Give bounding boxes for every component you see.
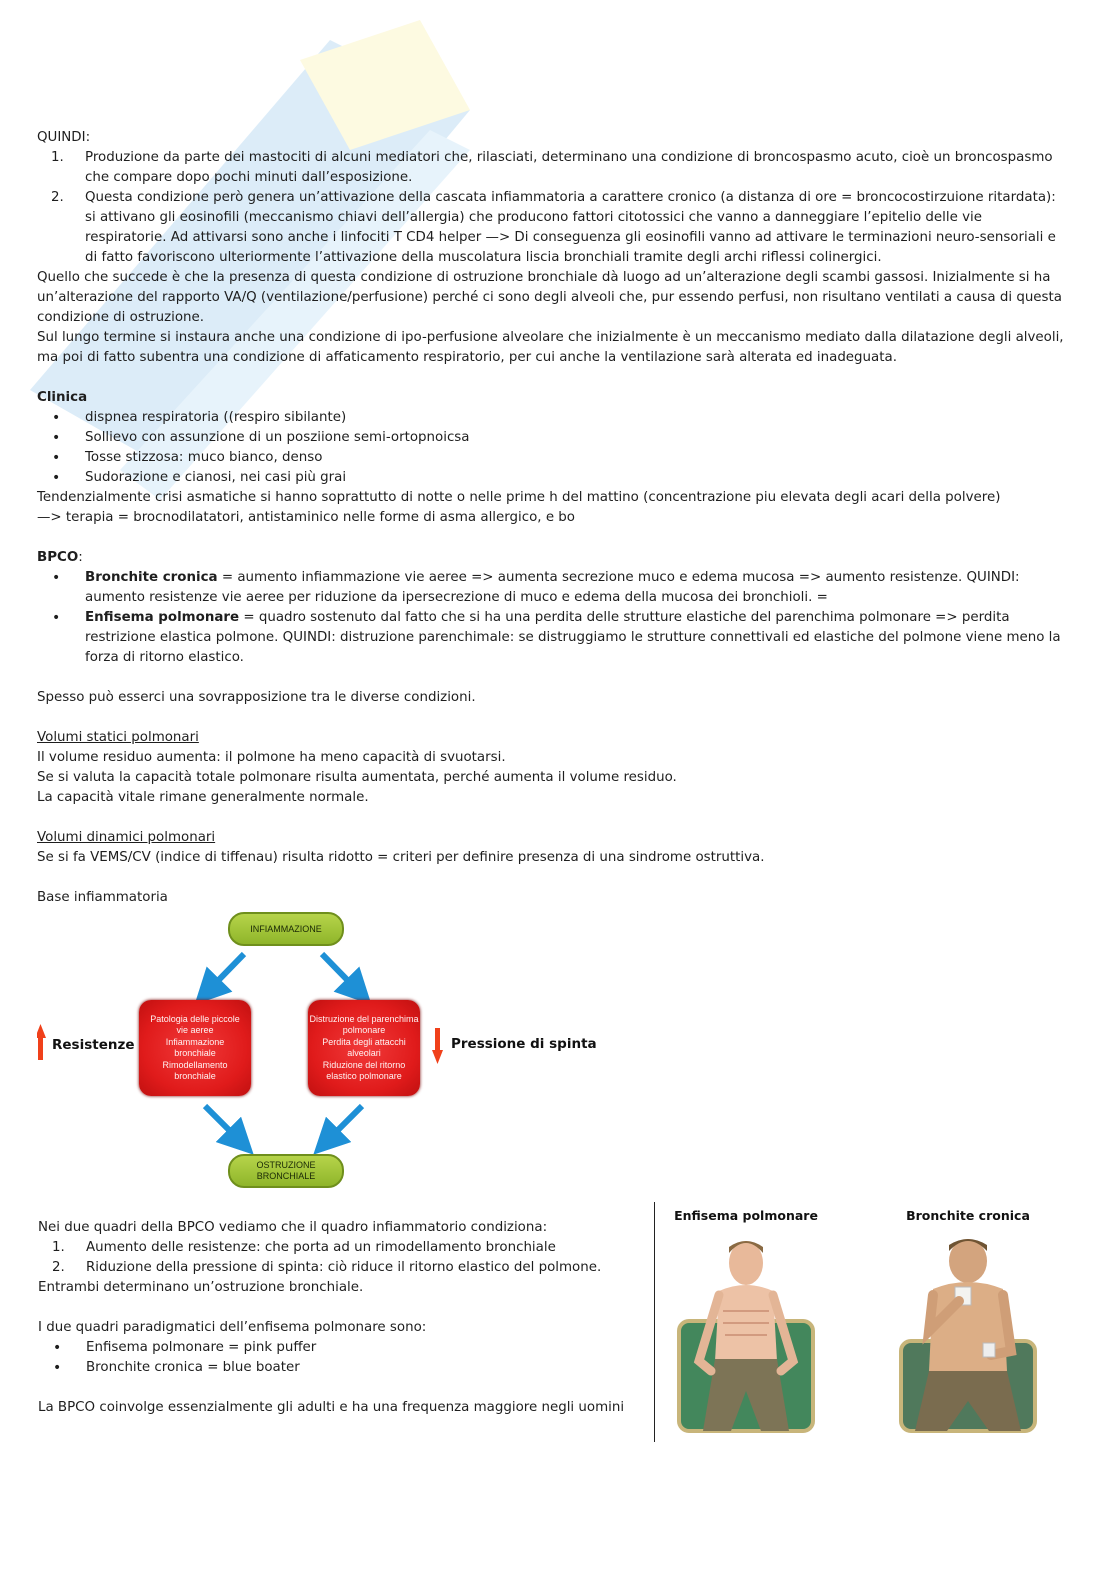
column-divider — [654, 1202, 655, 1442]
summary-item — [38, 1258, 648, 1278]
volumi-statici-line: La capacità vitale rimane generalmente normale. — [37, 790, 369, 805]
thin-man-illustration-icon — [671, 1231, 821, 1436]
paradigm-item — [38, 1338, 648, 1358]
volumi-statici-line: Il volume residuo aumenta: il polmone ha meno capacità di svuotarsi. — [37, 750, 506, 765]
bpco-item-enfisema — [37, 608, 1067, 668]
list-number: 1. — [51, 150, 64, 165]
term: Bronchite cronica — [85, 570, 218, 585]
list-number: 2. — [51, 190, 64, 205]
arrow-up-icon — [37, 1024, 46, 1038]
node-line: BRONCHIALE — [256, 1171, 316, 1181]
definition: = aumento infiammazione vie aeree => aumenta secrezione muco e edema mucosa => aumento resistenze. QUINDI: aumento resistenze vie aeree per riduzione da ipersecrezione di muco e edema della mucosa dei bronchioli. = — [85, 570, 1020, 605]
clinica-item — [37, 428, 1067, 448]
quindi-item-2 — [37, 188, 1067, 268]
summary-item — [38, 1238, 648, 1258]
bullet-icon: • — [52, 430, 61, 446]
volumi-dinamici-heading: Volumi dinamici polmonari — [37, 830, 216, 845]
bpco-list — [37, 568, 1067, 668]
node-line: Riduzione del ritorno — [322, 1059, 406, 1070]
volumi-dinamici-line: Se si fa VEMS/CV (indice di tiffenau) risulta ridotto = criteri per definire presenza di una sindrome ostruttiva. — [37, 850, 765, 865]
list-text: dispnea respiratoria ((respiro sibilante) — [85, 410, 347, 425]
bullet-icon: • — [53, 1340, 62, 1356]
diagram-node-parenchima — [308, 1000, 420, 1096]
bpco-summary — [38, 1218, 648, 1418]
arrow-down-right-icon — [205, 1106, 241, 1142]
list-text: Sollievo con assunzione di un posziione semi-ortopnoicsa — [85, 430, 470, 445]
final-note: La BPCO coinvolge essenzialmente gli adulti e ha una frequenza maggiore negli uomini — [38, 1400, 625, 1415]
node-line: Rimodellamento — [162, 1059, 228, 1070]
term: Enfisema polmonare — [85, 610, 240, 625]
node-line: vie aeree — [176, 1025, 214, 1035]
list-text: Enfisema polmonare = pink puffer — [86, 1340, 317, 1355]
volumi-statici-line: Se si valuta la capacità totale polmonare risulta aumentata, perché aumenta il volume residuo. — [37, 770, 677, 785]
heavy-man-illustration-icon — [893, 1231, 1043, 1436]
label-pressione-spinta: Pressione di spinta — [451, 1036, 597, 1052]
list-text: Sudorazione e cianosi, nei casi più grai — [85, 470, 347, 485]
node-line: polmonare — [342, 1025, 386, 1035]
node-line: elastico polmonare — [326, 1071, 402, 1081]
node-line: bronchiale — [174, 1071, 216, 1081]
arrow-down-left-icon — [326, 1106, 362, 1142]
bullet-icon: • — [53, 1360, 62, 1376]
diagram-node-infiammazione — [228, 912, 344, 946]
figure-title: Bronchite cronica — [906, 1208, 1030, 1223]
quindi-item-1 — [37, 148, 1067, 188]
summary-conclusion: Entrambi determinano un’ostruzione bronchiale. — [38, 1280, 364, 1295]
volumi-statici-heading: Volumi statici polmonari — [37, 730, 199, 745]
node-line: Perdita degli attacchi — [322, 1036, 406, 1047]
clinica-item — [37, 468, 1067, 488]
arrow-up-stem — [38, 1036, 43, 1060]
paradigm-item — [38, 1358, 648, 1378]
arrow-down-stem — [435, 1028, 440, 1052]
base-infiammatoria-label: Base infiammatoria — [37, 890, 168, 905]
notes-page — [37, 128, 1067, 908]
list-text: Tosse stizzosa: muco bianco, denso — [85, 450, 323, 465]
arrow-down-icon — [432, 1050, 443, 1064]
list-text: Aumento delle resistenze: che porta ad un rimodellamento bronchiale — [86, 1240, 556, 1255]
clinica-item — [37, 408, 1067, 428]
node-line: Patologia delle piccole — [150, 1013, 240, 1024]
list-text: Questa condizione però genera un’attivazione della cascata infiammatoria a carattere cronico (a distanza di ore = broncocostirzuione ritardata): si attivano gli eosinofili (meccanismo chiavi dell’allergia) che producono fattori citotossici che vanno a danneggiare l’epitelio delle vie respiratorie. Ad attivarsi sono anche i linfociti T CD4 helper —> Di conseguenza gli eosinofili vanno ad attivare le terminazioni neuro-sensoriali e di fatto favoriscono ulteriormente l’attivazione della muscolatura liscia bronchiali tramite degli archi riflessi colinergici. — [85, 190, 1056, 265]
list-text: Riduzione della pressione di spinta: ciò riduce il ritorno elastico del polmone. — [86, 1260, 602, 1275]
summary-list — [38, 1238, 648, 1278]
arrow-down-left-icon — [207, 954, 244, 992]
diagram-node-ostruzione — [228, 1154, 344, 1188]
list-text: Produzione da parte dei mastociti di alcuni mediatori che, rilasciati, determinano una condizione di broncospasmo acuto, cioè un broncospasmo che compare dopo pochi minuti dall’esposizione. — [85, 150, 1053, 185]
node-line: alveolari — [347, 1048, 381, 1058]
clinica-heading: Clinica — [37, 390, 88, 405]
node-line: Infiammazione — [165, 1036, 225, 1047]
bpco-colon: : — [78, 550, 83, 565]
bpco-heading: BPCO — [37, 550, 79, 565]
paragraph-scambi-gassosi: Quello che succede è che la presenza di questa condizione di ostruzione bronchiale dà luogo ad un’alterazione degli scambi gassosi. Inizialmente si ha un’alterazione del rapporto VA/Q (ventilazione/perfusione) perché ci sono degli alveoli che, pur essendo perfusi, non risultano ventilati a causa di questa condizione di ostruzione. — [37, 270, 1062, 325]
figure-title: Enfisema polmonare — [674, 1208, 818, 1223]
definition: = quadro sostenuto dal fatto che si ha una perdita delle strutture elastiche del parenchima polmonare => perdita restrizione elastica polmone. QUINDI: distruzione parenchimale: se distruggiamo le strutture connettivali ed elastiche del polmone viene meno la forza di ritorno elastico. — [85, 610, 1061, 665]
diagram-node-vie-aeree — [139, 1000, 251, 1096]
figure-blue-bloater — [878, 1208, 1058, 1440]
paradigm-list — [38, 1338, 648, 1378]
clinica-list — [37, 408, 1067, 488]
overlap-note: Spesso può esserci una sovrapposizione tra le diverse condizioni. — [37, 690, 476, 705]
quindi-label: QUINDI: — [37, 130, 91, 145]
inflammation-diagram — [37, 912, 597, 1192]
quindi-list — [37, 148, 1067, 268]
list-number: 1. — [52, 1240, 65, 1255]
clinica-item — [37, 448, 1067, 468]
node-line: bronchiale — [174, 1048, 216, 1058]
node-label: INFIAMMAZIONE — [250, 923, 322, 934]
bpco-item-bronchite — [37, 568, 1067, 608]
node-line: OSTRUZIONE — [256, 1160, 316, 1170]
paradigm-intro: I due quadri paradigmatici dell’enfisema polmonare sono: — [38, 1320, 427, 1335]
label-resistenze: Resistenze — [52, 1037, 135, 1053]
summary-intro: Nei due quadri della BPCO vediamo che il quadro infiammatorio condiziona: — [38, 1220, 548, 1235]
clinica-terapia: —> terapia = brocnodilatatori, antistaminico nelle forme di asma allergico, e bo — [37, 510, 576, 525]
list-text: Bronchite cronica = blue boater — [86, 1360, 300, 1375]
bullet-icon: • — [52, 410, 61, 426]
bullet-icon: • — [52, 450, 61, 466]
arrow-down-right-icon — [322, 954, 359, 992]
node-line: Distruzione del parenchima — [309, 1013, 419, 1024]
paragraph-ipoperfusione: Sul lungo termine si instaura anche una condizione di ipo-perfusione alveolare che inizialmente è un meccanismo mediato dalla dilatazione degli alveoli, ma poi di fatto subentra una condizione di affaticamento respiratorio, per cui anche la ventilazione sarà alterata ed inadeguata. — [37, 330, 1064, 365]
bpco-heading-line — [37, 548, 1067, 568]
bullet-icon: • — [52, 610, 61, 626]
list-number: 2. — [52, 1260, 65, 1275]
bullet-icon: • — [52, 470, 61, 486]
figure-pink-puffer — [656, 1208, 836, 1440]
clinica-note: Tendenzialmente crisi asmatiche si hanno soprattutto di notte o nelle prime h del mattino (concentrazione piu elevata degli acari della polvere) — [37, 490, 1001, 505]
bullet-icon: • — [52, 570, 61, 586]
